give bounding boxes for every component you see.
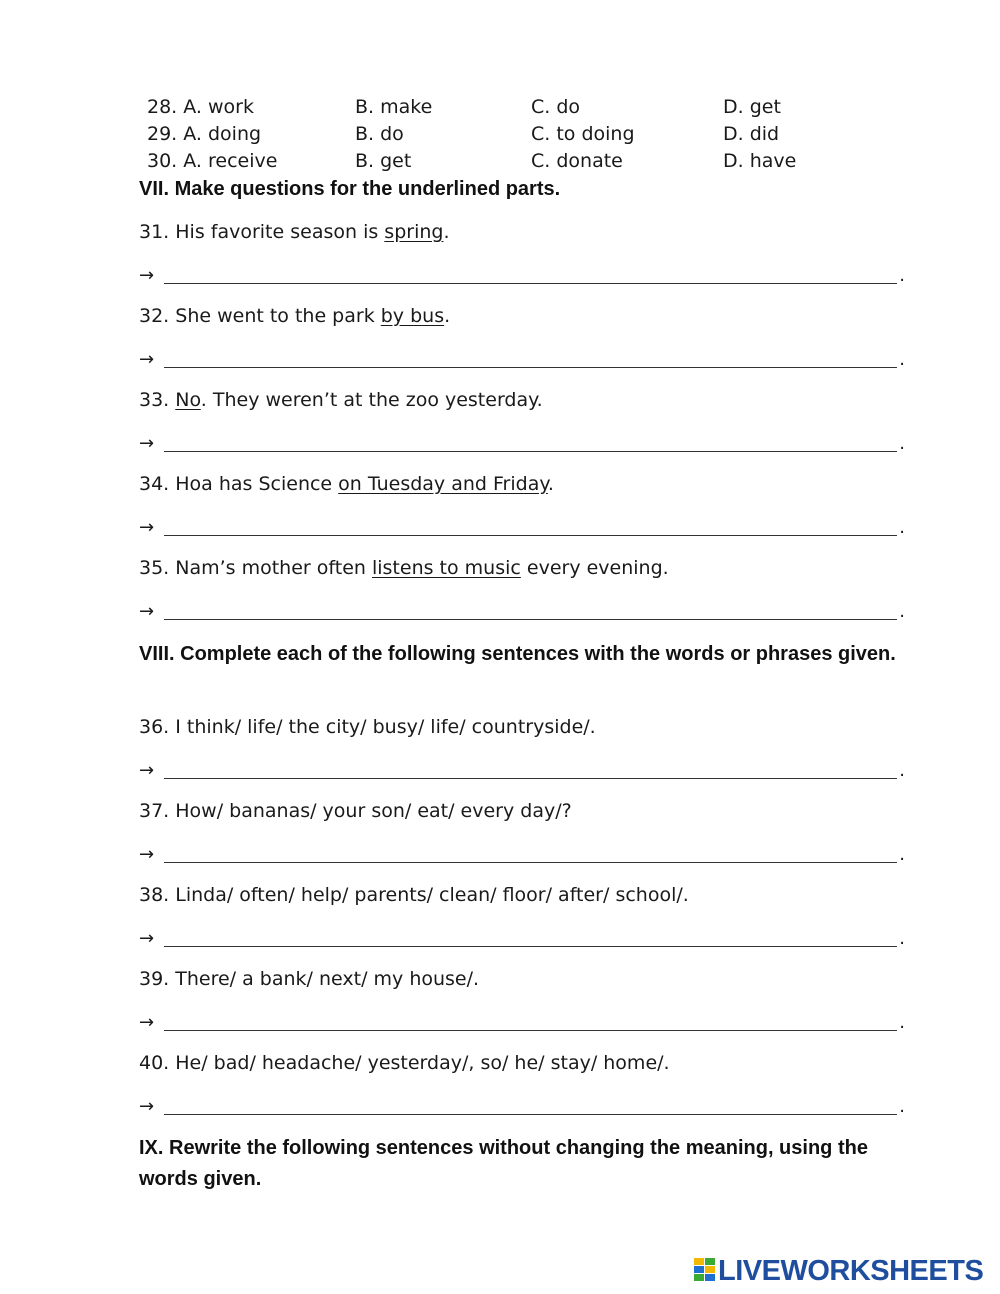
question-33: 33. No. They weren’t at the zoo yesterday. [139, 389, 543, 411]
answer-line-40[interactable]: → . [139, 1096, 905, 1117]
answer-blank[interactable] [164, 862, 897, 863]
answer-blank[interactable] [164, 451, 897, 452]
option-c[interactable]: C. to doing [531, 123, 635, 145]
question-31: 31. His favorite season is spring. [139, 221, 450, 243]
question-32: 32. She went to the park by bus. [139, 305, 451, 327]
liveworksheets-logo-icon [694, 1258, 716, 1282]
arrow-icon: → [139, 1096, 155, 1117]
section-heading-viii: VIII. Complete each of the following sentences with the words or phrases given. [139, 643, 896, 665]
logo-square-green [705, 1258, 715, 1265]
arrow-icon: → [139, 760, 155, 781]
section-heading-vii: VII. Make questions for the underlined parts. [139, 178, 561, 200]
arrow-icon: → [139, 265, 155, 286]
answer-line-38[interactable]: → . [139, 928, 905, 949]
question-35: 35. Nam’s mother often listens to music every evening. [139, 557, 669, 579]
option-c[interactable]: C. donate [531, 150, 623, 172]
answer-line-33[interactable]: → . [139, 433, 905, 454]
option-d[interactable]: D. have [723, 150, 797, 172]
arrow-icon: → [139, 517, 155, 538]
answer-line-35[interactable]: → . [139, 601, 905, 622]
logo-square-blue-2 [705, 1274, 715, 1281]
answer-blank[interactable] [164, 619, 897, 620]
underlined-part: spring [384, 221, 444, 243]
logo-text: LIVEWORKSHEETS [718, 1255, 984, 1287]
question-34: 34. Hoa has Science on Tuesday and Friday. [139, 473, 554, 495]
answer-blank[interactable] [164, 946, 897, 947]
answer-blank[interactable] [164, 778, 897, 779]
option-c[interactable]: C. do [531, 96, 581, 118]
answer-blank[interactable] [164, 283, 897, 284]
answer-blank[interactable] [164, 535, 897, 536]
section-heading-ix: IX. Rewrite the following sentences without changing the meaning, using the words given. [139, 1137, 868, 1190]
arrow-icon: → [139, 349, 155, 370]
underlined-part: on Tuesday and Friday [338, 473, 548, 495]
arrow-icon: → [139, 844, 155, 865]
arrow-icon: → [139, 433, 155, 454]
option-b[interactable]: B. get [355, 150, 412, 172]
arrow-icon: → [139, 928, 155, 949]
question-39: 39. There/ a bank/ next/ my house/. [139, 968, 480, 990]
underlined-part: listens to music [371, 557, 521, 579]
option-d[interactable]: D. did [723, 123, 780, 145]
option-a[interactable]: 30. A. receive [147, 150, 278, 172]
answer-blank[interactable] [164, 1114, 897, 1115]
question-36: 36. I think/ life/ the city/ busy/ life/ countryside/. [139, 716, 596, 738]
option-b[interactable]: B. do [355, 123, 404, 145]
logo-square-yellow-2 [705, 1266, 715, 1273]
option-a[interactable]: 29. A. doing [147, 123, 262, 145]
logo-square-green-2 [694, 1274, 704, 1281]
arrow-icon: → [139, 601, 155, 622]
answer-line-31[interactable]: → . [139, 265, 905, 286]
answer-line-37[interactable]: → . [139, 844, 905, 865]
answer-line-39[interactable]: → . [139, 1012, 905, 1033]
answer-blank[interactable] [164, 1030, 897, 1031]
answer-blank[interactable] [164, 367, 897, 368]
answer-line-34[interactable]: → . [139, 517, 905, 538]
answer-line-36[interactable]: → . [139, 760, 905, 781]
underlined-part: No [175, 389, 201, 411]
option-a[interactable]: 28. A. work [147, 96, 254, 118]
question-37: 37. How/ bananas/ your son/ eat/ every day/? [139, 800, 572, 822]
question-40: 40. He/ bad/ headache/ yesterday/, so/ he/ stay/ home/. [139, 1052, 670, 1074]
option-d[interactable]: D. get [723, 96, 781, 118]
logo-square-blue [694, 1266, 704, 1273]
option-b[interactable]: B. make [355, 96, 433, 118]
arrow-icon: → [139, 1012, 155, 1033]
answer-line-32[interactable]: → . [139, 349, 905, 370]
question-38: 38. Linda/ often/ help/ parents/ clean/ floor/ after/ school/. [139, 884, 689, 906]
logo-square-yellow [694, 1258, 704, 1265]
underlined-part: by bus [380, 305, 445, 327]
